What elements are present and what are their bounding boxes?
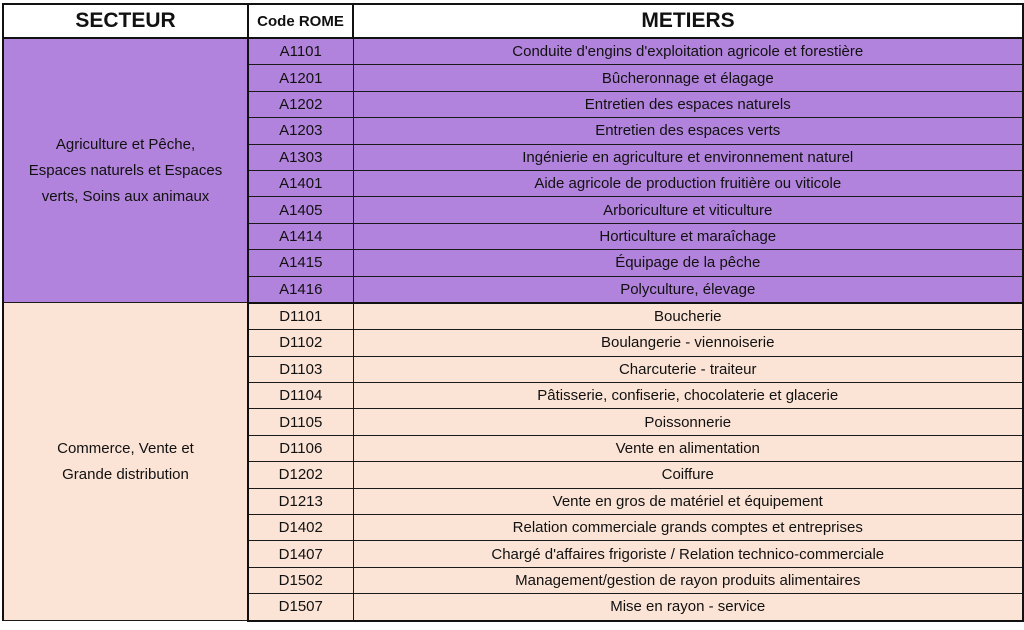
code-cell: D1106 — [248, 435, 353, 461]
code-cell: A1414 — [248, 223, 353, 249]
metier-cell: Ingénierie en agriculture et environnement naturel — [353, 144, 1023, 170]
sector-label: Espaces naturels et Espaces — [28, 161, 223, 179]
metier-cell: Équipage de la pêche — [353, 250, 1023, 276]
code-cell: A1303 — [248, 144, 353, 170]
code-cell: A1401 — [248, 170, 353, 196]
metier-cell: Charcuterie - traiteur — [353, 356, 1023, 382]
metier-cell: Horticulture et maraîchage — [353, 223, 1023, 249]
metier-cell: Management/gestion de rayon produits alimentaires — [353, 567, 1023, 593]
metier-cell: Chargé d'affaires frigoriste / Relation technico-commerciale — [353, 541, 1023, 567]
sector-cell — [3, 303, 248, 621]
code-cell: A1201 — [248, 65, 353, 91]
code-cell: D1104 — [248, 383, 353, 409]
code-cell: A1416 — [248, 276, 353, 303]
metier-cell: Polyculture, élevage — [353, 276, 1023, 303]
sector-label: verts, Soins aux animaux — [41, 187, 210, 205]
metier-cell: Vente en gros de matériel et équipement — [353, 488, 1023, 514]
metier-cell: Conduite d'engins d'exploitation agricole et forestière — [353, 38, 1023, 65]
code-cell: D1502 — [248, 567, 353, 593]
header-code: Code ROME — [248, 4, 353, 38]
code-cell: D1101 — [248, 303, 353, 330]
metier-cell: Coiffure — [353, 462, 1023, 488]
code-cell: D1102 — [248, 330, 353, 356]
code-cell: A1405 — [248, 197, 353, 223]
header-sector: SECTEUR — [3, 4, 248, 38]
metier-cell: Poissonnerie — [353, 409, 1023, 435]
table-body — [3, 38, 1023, 621]
metier-cell: Aide agricole de production fruitière ou viticole — [353, 170, 1023, 196]
code-cell: A1101 — [248, 38, 353, 65]
code-cell: D1507 — [248, 594, 353, 621]
metier-cell: Pâtisserie, confiserie, chocolaterie et glacerie — [353, 383, 1023, 409]
table-row — [3, 38, 1023, 65]
metier-cell: Entretien des espaces naturels — [353, 91, 1023, 117]
code-cell: A1202 — [248, 91, 353, 117]
metier-cell: Entretien des espaces verts — [353, 118, 1023, 144]
sector-label: Grande distribution — [62, 465, 189, 483]
code-cell: D1213 — [248, 488, 353, 514]
table-row — [3, 303, 1023, 330]
code-cell: A1203 — [248, 118, 353, 144]
code-cell: D1105 — [248, 409, 353, 435]
code-cell: D1202 — [248, 462, 353, 488]
code-cell: D1407 — [248, 541, 353, 567]
sector-label: Commerce, Vente et — [57, 439, 194, 457]
metier-cell: Relation commerciale grands comptes et entreprises — [353, 515, 1023, 541]
sector-label: Agriculture et Pêche, — [55, 135, 196, 153]
sector-cell — [3, 38, 248, 303]
metier-cell: Boucherie — [353, 303, 1023, 330]
header-row — [3, 4, 1023, 38]
metier-cell: Vente en alimentation — [353, 435, 1023, 461]
header-metier: METIERS — [353, 4, 1023, 38]
code-cell: D1103 — [248, 356, 353, 382]
code-cell: D1402 — [248, 515, 353, 541]
metier-cell: Mise en rayon - service — [353, 594, 1023, 621]
metier-cell: Boulangerie - viennoiserie — [353, 330, 1023, 356]
metier-cell: Arboriculture et viticulture — [353, 197, 1023, 223]
rome-table — [2, 3, 1024, 622]
code-cell: A1415 — [248, 250, 353, 276]
metier-cell: Bûcheronnage et élagage — [353, 65, 1023, 91]
